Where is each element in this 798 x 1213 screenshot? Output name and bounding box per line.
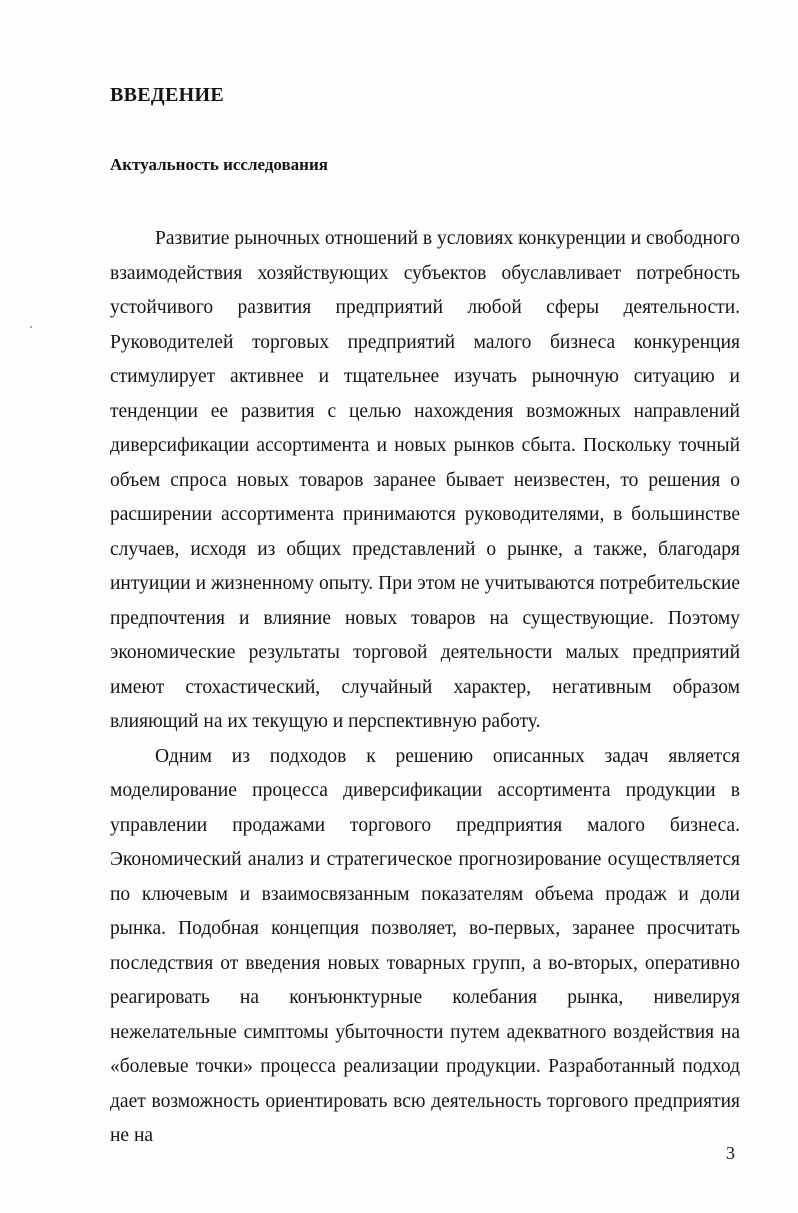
paragraph-1: Развитие рыночных отношений в условиях конкуренции и свободного взаимодействия хозяйствующих субъектов обуславливает потребность устойчивого развития предприятий любой сферы деятельности. Руководителей торговых предприятий малого бизнеса конкуренция стимулирует активнее и тщательнее изучать рыночную ситуацию и тенденции ее развития с целью нахождения возможных направлений диверсификации ассортимента и новых рынков сбыта. Поскольку точный объем спроса новых товаров заранее бывает неизвестен, то решения о расширении ассортимента принимаются руководителями, в большинстве случаев, исходя из общих представлений о рынке, а также, благодаря интуиции и жизненному опыту. При этом не учитываются потребительские предпочтения и влияние новых товаров на существующие. Поэтому экономические результаты торговой деятельности малых предприятий имеют стохастический, случайный характер, негативным образом влияющий на их текущую и перспективную работу.: [110, 228, 740, 732]
section-heading: ВВЕДЕНИЕ: [110, 84, 224, 106]
body-text: [110, 222, 740, 1154]
paragraph-2: Одним из подходов к решению описанных задач является моделирование процесса диверсификации ассортимента продукции в управлении продажами торгового предприятия малого бизнеса. Экономический анализ и стратегическое прогнозирование осуществляется по ключевым и взаимосвязанным показателям объема продаж и доли рынка. Подобная концепция позволяет, во-первых, заранее просчитать последствия от введения новых товарных групп, а во-вторых, оперативно реагировать на конъюнктурные колебания рынка, нивелируя нежелательные симптомы убыточности путем адекватного воздействия на «болевые точки» процесса реализации продукции. Разработанный подход дает возможность ориентировать всю деятельность торгового предприятия не на: [110, 745, 740, 1146]
page-number: 3: [726, 1143, 735, 1163]
section-subheading: Актуальность исследования: [110, 155, 328, 174]
scan-speck: [30, 326, 32, 328]
